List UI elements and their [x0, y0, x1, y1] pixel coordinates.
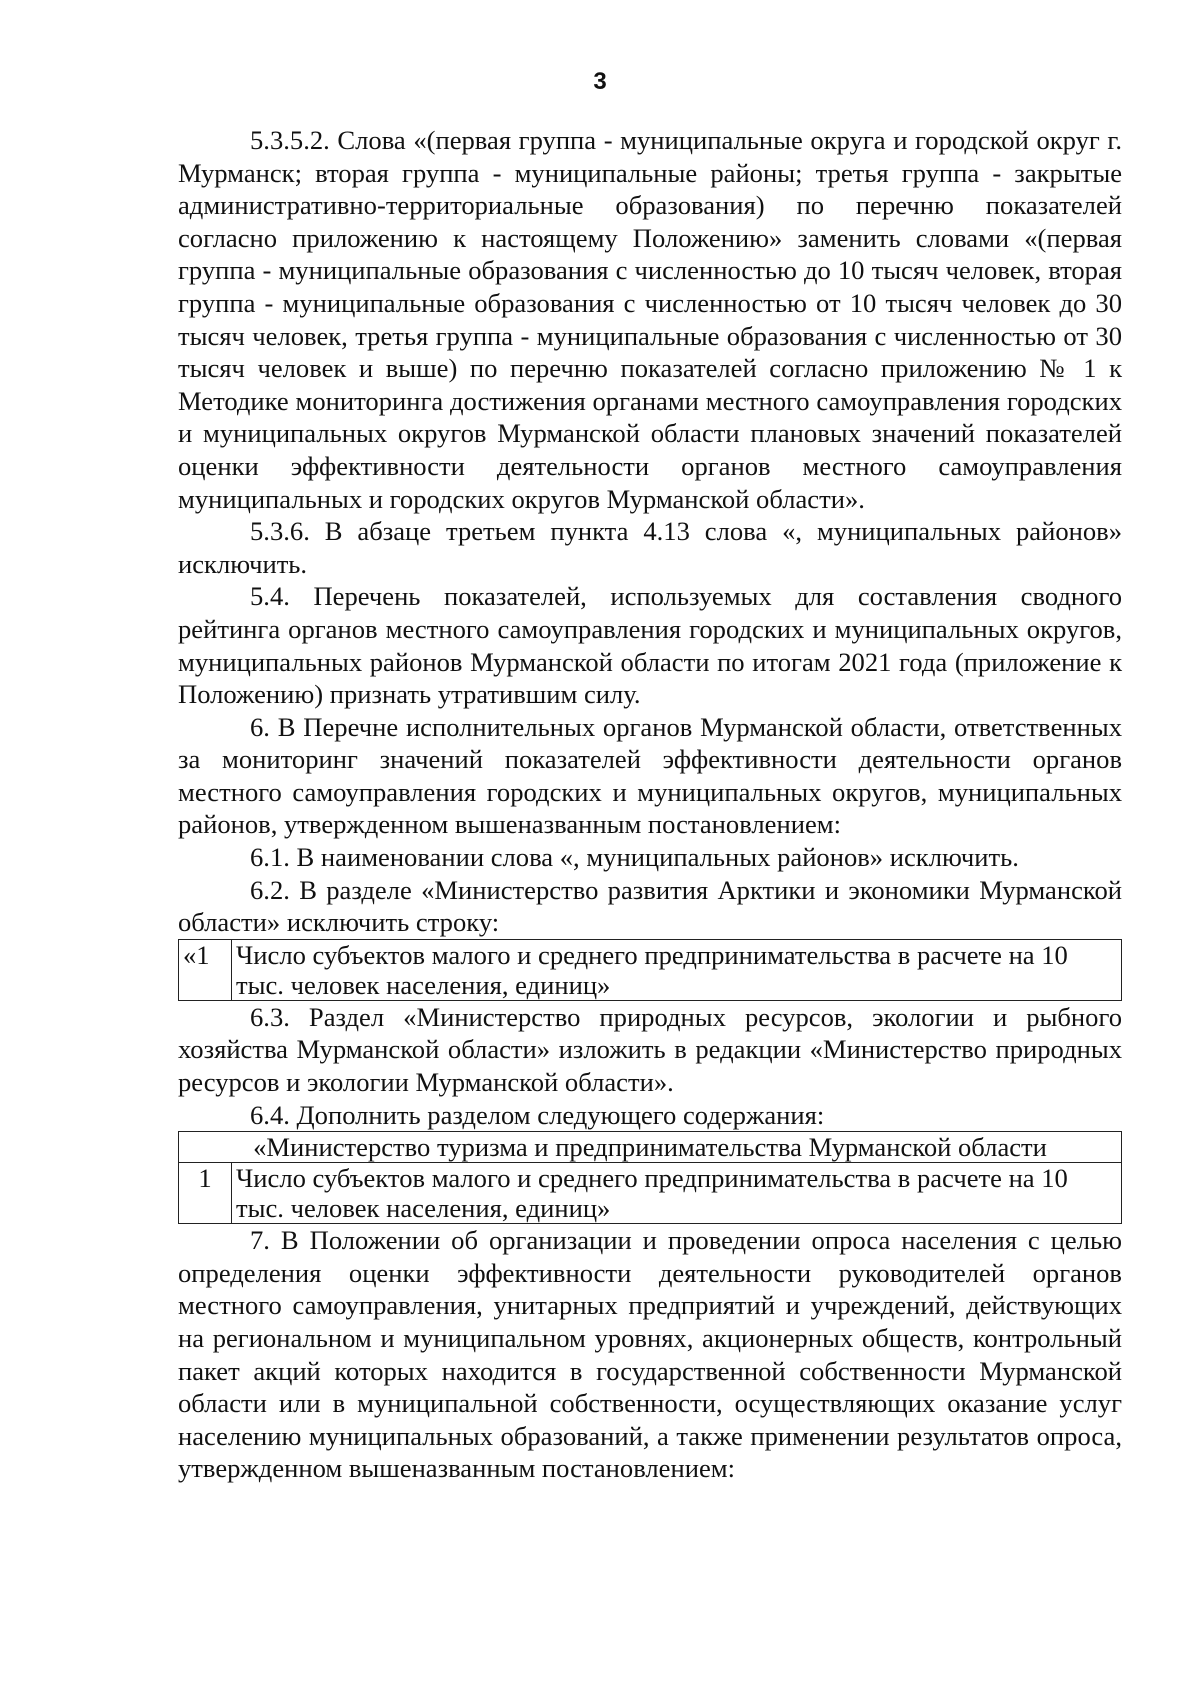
table-section-header: «Министерство туризма и предпринимательства Мурманской области — [179, 1132, 1122, 1163]
table-row — [179, 939, 1122, 1000]
paragraph-6: 6. В Перечне исполнительных органов Мурманской области, ответственных за мониторинг значений показателей эффективности деятельности органов местного самоуправления городских и муниципальных округов, муниципальных районов, утвержденном вышеназванным постановлением: — [178, 711, 1122, 840]
paragraph-7: 7. В Положении об организации и проведении опроса населения с целью определения оценки эффективности деятельности руководителей органов местного самоуправления, унитарных предприятий и учреждений, действующих на региональном и муниципальном уровнях, акционерных обществ, контрольный пакет акций которых находится в государственной собственности Мурманской области или в муниципальной собственности, осуществляющих оказание услуг населению муниципальных образований, а также применении результатов опроса, утвержденном вышеназванным постановлением: — [178, 1225, 1122, 1484]
paragraph-6-1: 6.1. В наименовании слова «, муниципальных районов» исключить. — [250, 842, 1019, 873]
paragraph-5-3-5-2: 5.3.5.2. Слова «(первая группа - муниципальные округа и городской округ г. Мурманск; вторая группа - муниципальные районы; третья группа - закрытые административно-территориальные образования) по перечню показателей согласно приложению к настоящему Положению» заменить словами «(первая группа - муниципальные образования с численностью до 10 тысяч человек, вторая группа - муниципальные образования с численностью от 10 тысяч человек до 30 тысяч человек, третья группа - муниципальные образования с численностью от 30 тысяч человек и выше) по перечню показателей согласно приложению № 1 к Методике мониторинга достижения органами местного самоуправления городских и муниципальных округов Мурманской области плановых значений показателей оценки эффективности деятельности органов местного самоуправления муниципальных и городских округов Мурманской области». — [178, 125, 1122, 514]
table-cell-number: «1 — [179, 939, 232, 1000]
table-cell-number: 1 — [179, 1163, 232, 1224]
document-body — [178, 124, 1122, 1485]
paragraph-5-3-6: 5.3.6. В абзаце третьем пункта 4.13 слова «, муниципальных районов» исключить. — [178, 516, 1122, 579]
table-row — [179, 1163, 1122, 1224]
paragraph-5-4: 5.4. Перечень показателей, используемых для составления сводного рейтинга органов местного самоуправления городских и муниципальных округов, муниципальных районов Мурманской области по итогам 2021 года (приложение к Положению) признать утратившим силу. — [178, 581, 1122, 710]
page-number: 3 — [593, 68, 607, 95]
table-cell-text: Число субъектов малого и среднего предпринимательства в расчете на 10 тыс. человек населения, единиц» — [232, 1163, 1122, 1224]
excluded-row-table — [178, 939, 1122, 1001]
paragraph-6-2: 6.2. В разделе «Министерство развития Арктики и экономики Мурманской области» исключить строку: — [178, 874, 1122, 938]
paragraph-6-4: 6.4. Дополнить разделом следующего содержания: — [250, 1099, 825, 1130]
added-section-table — [178, 1131, 1122, 1224]
table-header-row — [179, 1132, 1122, 1163]
paragraph-6-3: 6.3. Раздел «Министерство природных ресурсов, экологии и рыбного хозяйства Мурманской области» изложить в редакции «Министерство природных ресурсов и экологии Мурманской области». — [178, 1001, 1122, 1098]
table-cell-text: Число субъектов малого и среднего предпринимательства в расчете на 10 тыс. человек населения, единиц» — [232, 939, 1122, 1000]
